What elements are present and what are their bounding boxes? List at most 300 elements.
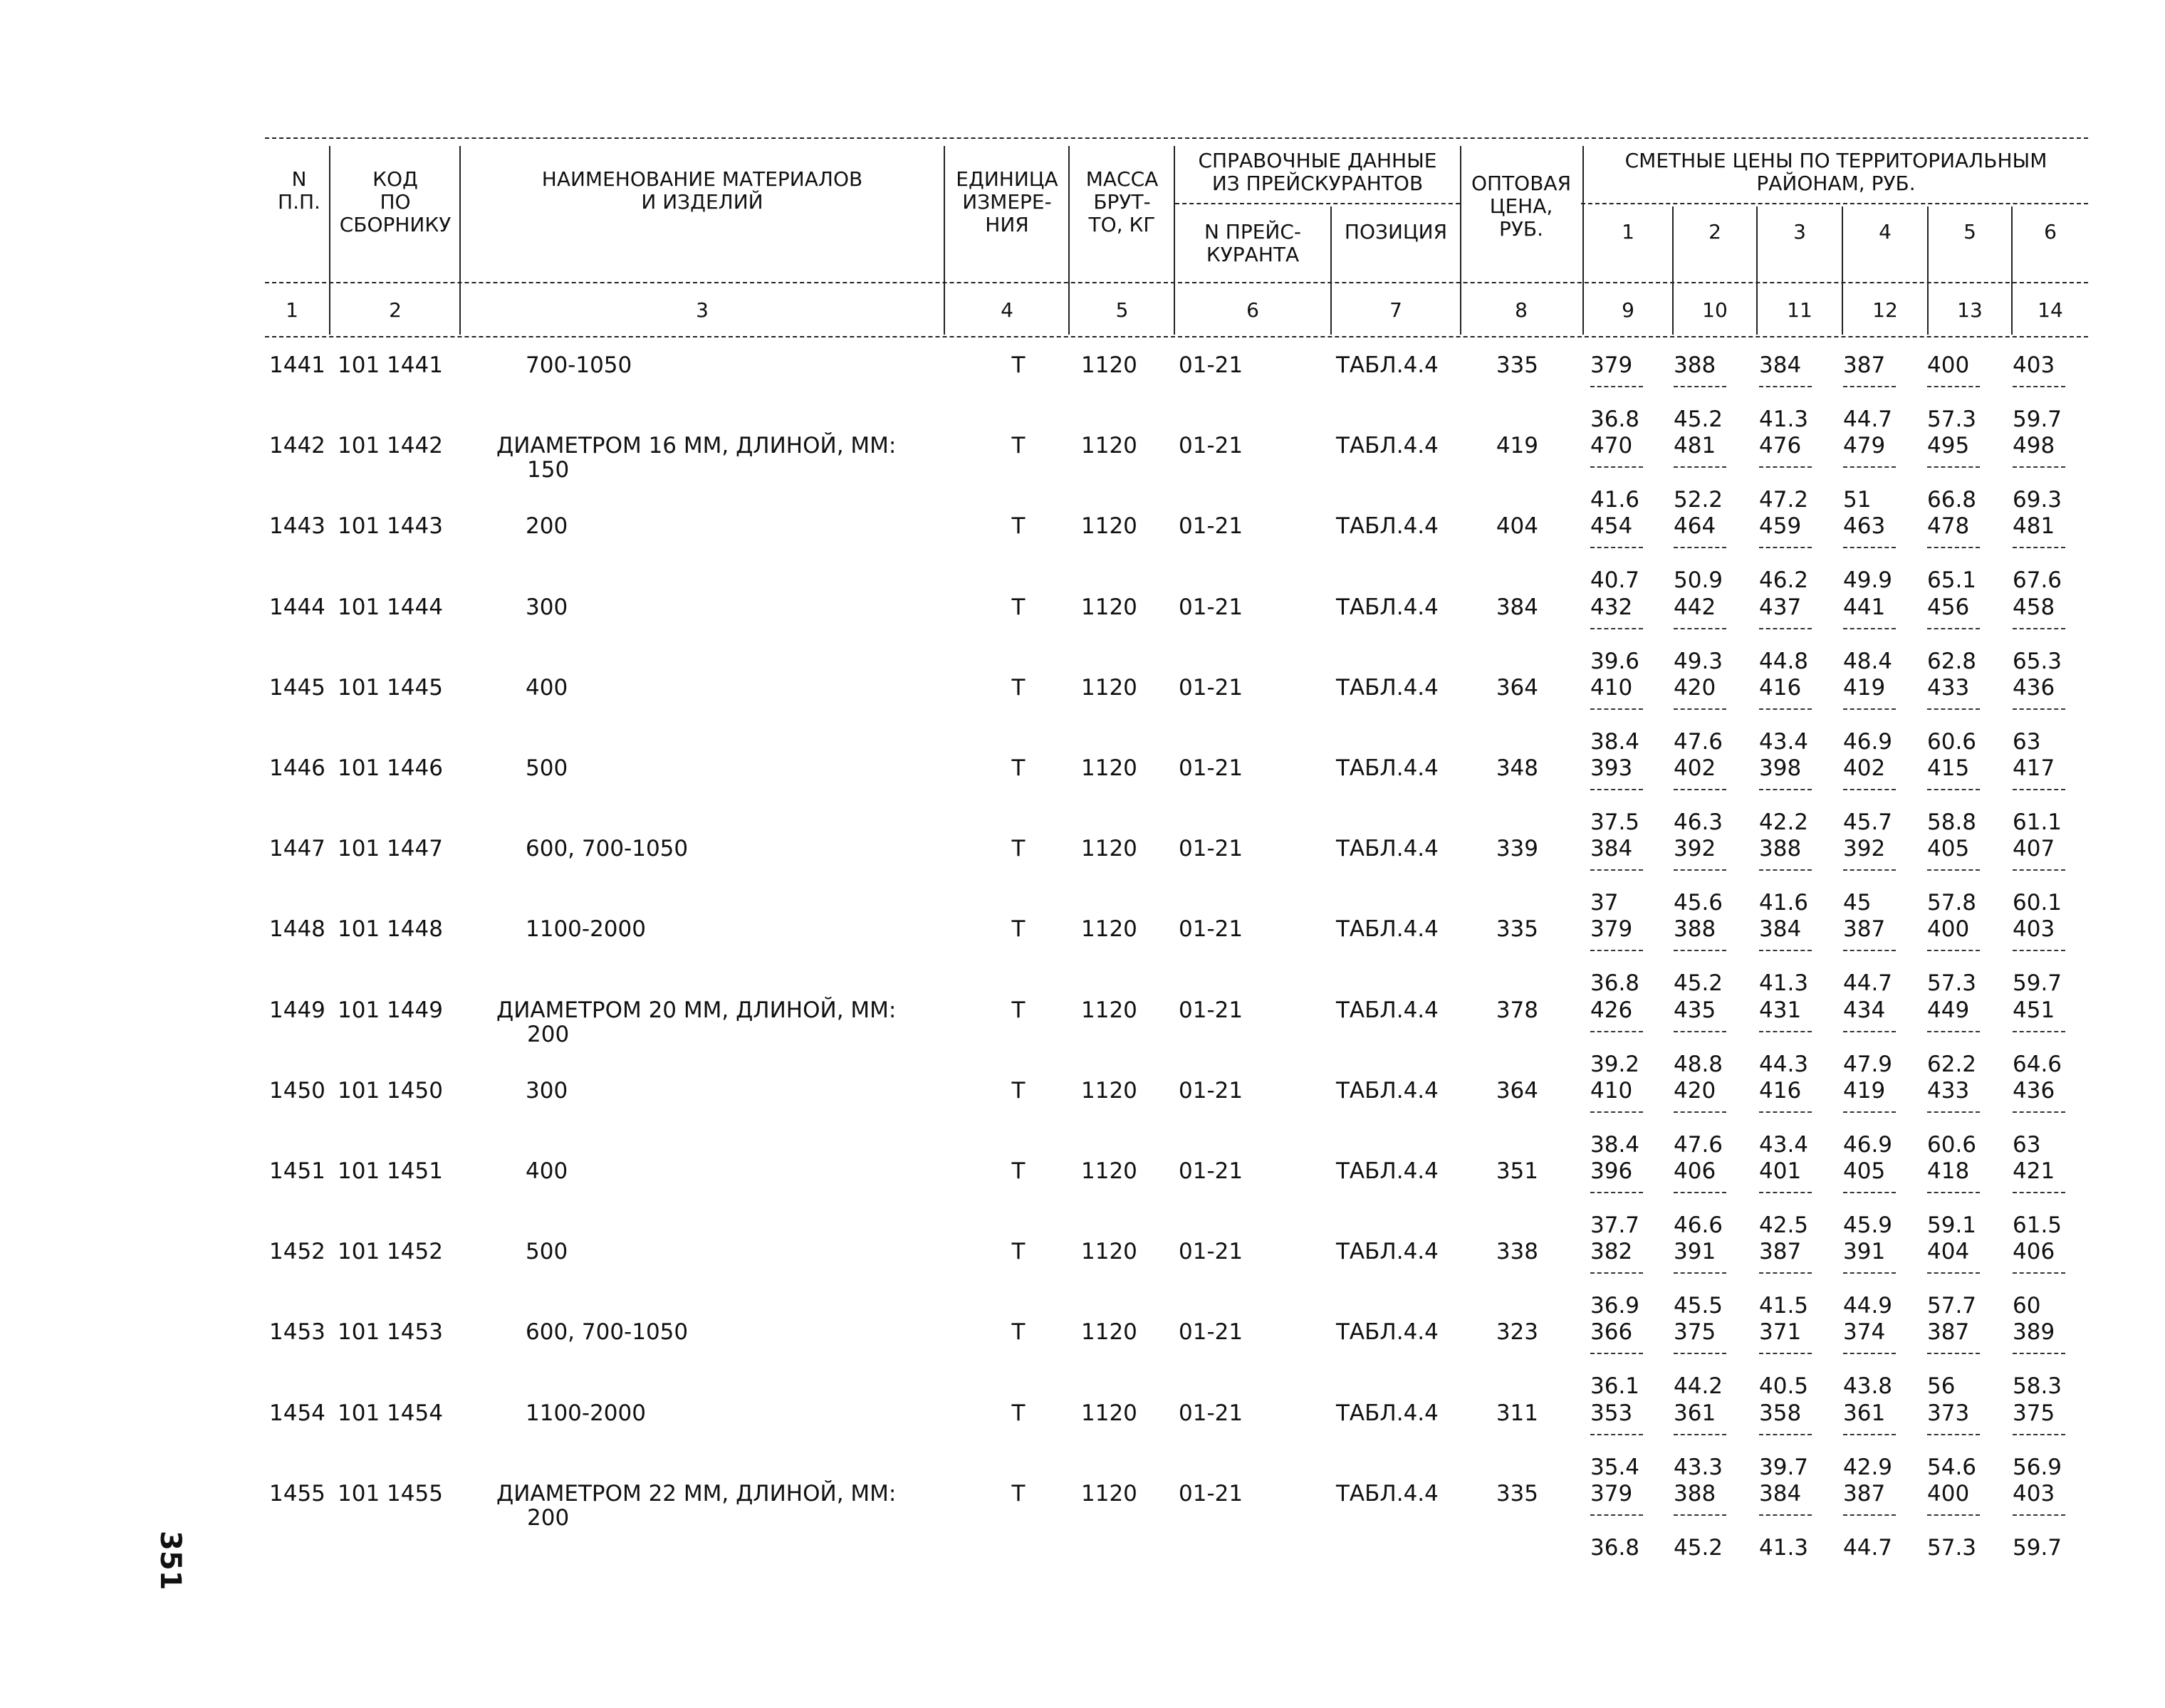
region-price: 388	[1674, 916, 1716, 942]
region-price-extra: 45.5	[1674, 1293, 1723, 1319]
region-price-extra: 44.7	[1843, 1535, 1893, 1561]
region-price: 403	[2013, 916, 2055, 942]
region-price: 433	[1927, 675, 1970, 701]
fraction-bar	[1590, 386, 1643, 387]
region-number: 1	[1622, 220, 1634, 243]
column-number: 3	[696, 298, 709, 322]
fraction-bar	[1843, 628, 1896, 629]
region-price-extra: 59.1	[1927, 1212, 1977, 1238]
row-price-list: 01-21	[1179, 1481, 1243, 1507]
region-price-extra: 44.7	[1843, 407, 1893, 432]
region-price-extra: 48.4	[1843, 649, 1893, 674]
row-code: 101 1442	[338, 433, 443, 459]
fraction-bar	[1927, 708, 1980, 710]
row-price-list: 01-21	[1179, 1319, 1243, 1345]
row-mass: 1120	[1081, 594, 1137, 620]
row-name: 1100-2000	[526, 916, 646, 942]
row-number: 1445	[269, 675, 325, 701]
fraction-bar	[1843, 1111, 1896, 1113]
region-price-extra: 52.2	[1674, 487, 1723, 513]
region-price-extra: 45	[1843, 890, 1872, 916]
region-price: 481	[1674, 433, 1716, 459]
region-price: 388	[1674, 352, 1716, 378]
row-code: 101 1448	[338, 916, 443, 942]
row-unit: Т	[1011, 836, 1026, 861]
region-price: 382	[1590, 1239, 1633, 1264]
row-name: 500	[526, 1239, 568, 1264]
region-price-extra: 40.5	[1759, 1373, 1809, 1399]
region-price: 416	[1759, 1078, 1802, 1104]
row-mass: 1120	[1081, 433, 1137, 459]
region-price-extra: 35.4	[1590, 1455, 1640, 1480]
region-price: 415	[1927, 755, 1970, 781]
row-name: 1100-2000	[526, 1400, 646, 1426]
region-price: 451	[2013, 997, 2055, 1023]
region-price: 405	[1927, 836, 1970, 861]
region-price-extra: 59.7	[2013, 407, 2062, 432]
header-name-line: НАИМЕНОВАНИЕ МАТЕРИАЛОВ	[541, 167, 863, 191]
row-wholesale-price: 351	[1496, 1158, 1538, 1184]
row-number: 1442	[269, 433, 325, 459]
header-wholesale-line: ОПТОВАЯ	[1471, 172, 1572, 195]
region-price-extra: 50.9	[1674, 567, 1723, 593]
row-name-sub: 200	[527, 1022, 570, 1047]
header-price-list-label	[1177, 221, 1329, 266]
region-price: 371	[1759, 1319, 1802, 1345]
region-price-extra: 60	[2013, 1293, 2041, 1319]
fraction-bar	[2013, 466, 2065, 468]
region-price-extra: 45.7	[1843, 810, 1893, 835]
row-mass: 1120	[1081, 916, 1137, 942]
row-number: 1448	[269, 916, 325, 942]
region-price-extra: 67.6	[2013, 567, 2062, 593]
region-price: 387	[1843, 1481, 1886, 1507]
region-price-extra: 59.7	[2013, 1535, 2062, 1561]
header-num-label	[271, 168, 328, 214]
header-mid-rule	[265, 282, 2088, 283]
row-code: 101 1450	[338, 1078, 443, 1104]
fraction-bar	[1759, 1111, 1812, 1113]
region-price: 391	[1674, 1239, 1716, 1264]
region-price: 437	[1759, 594, 1802, 620]
header-code-line: СБОРНИКУ	[339, 213, 452, 236]
row-wholesale-price: 378	[1496, 997, 1538, 1023]
region-price: 426	[1590, 997, 1633, 1023]
row-unit: Т	[1011, 352, 1026, 378]
row-code: 101 1451	[338, 1158, 443, 1184]
fraction-bar	[1927, 547, 1980, 548]
fraction-bar	[1843, 789, 1896, 790]
region-price-extra: 41.3	[1759, 407, 1809, 432]
region-price-extra: 44.9	[1843, 1293, 1893, 1319]
region-price: 392	[1674, 836, 1716, 861]
row-wholesale-price: 419	[1496, 433, 1538, 459]
region-price: 400	[1927, 1481, 1970, 1507]
row-price-list: 01-21	[1179, 916, 1243, 942]
row-code: 101 1449	[338, 997, 443, 1023]
fraction-bar	[1674, 386, 1726, 387]
row-number: 1455	[269, 1481, 325, 1507]
region-price-extra: 57.3	[1927, 407, 1977, 432]
row-position: ТАБЛ.4.4	[1336, 836, 1439, 861]
region-price: 495	[1927, 433, 1970, 459]
row-price-list: 01-21	[1179, 433, 1243, 459]
row-mass: 1120	[1081, 997, 1137, 1023]
header-unit-line: НИЯ	[985, 213, 1029, 236]
row-name: 400	[526, 1158, 568, 1184]
row-price-list: 01-21	[1179, 675, 1243, 701]
row-number: 1453	[269, 1319, 325, 1345]
region-price-extra: 47.9	[1843, 1052, 1893, 1077]
region-price-extra: 66.8	[1927, 487, 1977, 513]
region-price-extra: 60.6	[1927, 1132, 1977, 1158]
fraction-bar	[1843, 1434, 1896, 1435]
region-price: 391	[1843, 1239, 1886, 1264]
fraction-bar	[1590, 547, 1643, 548]
region-price-extra: 40.7	[1590, 567, 1640, 593]
fraction-bar	[1843, 950, 1896, 951]
column-number: 4	[1001, 298, 1013, 322]
header-divider	[1174, 146, 1175, 335]
row-unit: Т	[1011, 675, 1026, 701]
region-price-extra: 47.2	[1759, 487, 1809, 513]
header-mass-line: ТО, КГ	[1088, 213, 1156, 236]
header-code-line: ПО	[380, 190, 411, 214]
region-price: 441	[1843, 594, 1886, 620]
region-price-extra: 37.7	[1590, 1212, 1640, 1238]
row-code: 101 1441	[338, 352, 443, 378]
row-price-list: 01-21	[1179, 755, 1243, 781]
fraction-bar	[1759, 869, 1812, 871]
region-price-extra: 39.2	[1590, 1052, 1640, 1077]
region-price-extra: 47.6	[1674, 1132, 1723, 1158]
region-price-extra: 45.6	[1674, 890, 1723, 916]
region-price: 358	[1759, 1400, 1802, 1426]
region-price-extra: 42.5	[1759, 1212, 1809, 1238]
fraction-bar	[2013, 950, 2065, 951]
region-price: 406	[1674, 1158, 1716, 1184]
region-price: 433	[1927, 1078, 1970, 1104]
row-name-sub: 200	[527, 1505, 570, 1531]
header-bottom-rule	[265, 336, 2088, 337]
fraction-bar	[1674, 628, 1726, 629]
region-price-extra: 60.1	[2013, 890, 2062, 916]
header-price-list-line: N ПРЕЙС-	[1204, 220, 1302, 243]
row-mass: 1120	[1081, 513, 1137, 539]
region-price: 396	[1590, 1158, 1633, 1184]
fraction-bar	[1927, 628, 1980, 629]
region-price: 420	[1674, 1078, 1716, 1104]
region-price-extra: 61.1	[2013, 810, 2062, 835]
header-ref-group-label	[1177, 150, 1459, 195]
region-price-extra: 44.3	[1759, 1052, 1809, 1077]
region-price: 417	[2013, 755, 2055, 781]
column-number: 14	[2038, 298, 2063, 322]
region-price: 398	[1759, 755, 1802, 781]
row-position: ТАБЛ.4.4	[1336, 513, 1439, 539]
column-number: 6	[1246, 298, 1259, 322]
fraction-bar	[1843, 1031, 1896, 1032]
column-number: 13	[1957, 298, 1983, 322]
row-unit: Т	[1011, 1158, 1026, 1184]
region-price: 402	[1674, 755, 1716, 781]
region-price-extra: 44.8	[1759, 649, 1809, 674]
fraction-bar	[2013, 628, 2065, 629]
row-mass: 1120	[1081, 755, 1137, 781]
fraction-bar	[1759, 466, 1812, 468]
fraction-bar	[1927, 1434, 1980, 1435]
region-price: 366	[1590, 1319, 1633, 1345]
row-wholesale-price: 311	[1496, 1400, 1538, 1426]
row-position: ТАБЛ.4.4	[1336, 1400, 1439, 1426]
column-number: 7	[1389, 298, 1402, 322]
fraction-bar	[2013, 1353, 2065, 1354]
row-mass: 1120	[1081, 675, 1137, 701]
row-unit: Т	[1011, 594, 1026, 620]
row-wholesale-price: 364	[1496, 675, 1538, 701]
region-price: 379	[1590, 1481, 1633, 1507]
region-price-extra: 62.2	[1927, 1052, 1977, 1077]
region-price-extra: 51	[1843, 487, 1872, 513]
region-price: 458	[2013, 594, 2055, 620]
fraction-bar	[1927, 1031, 1980, 1032]
region-price-extra: 57.8	[1927, 890, 1977, 916]
fraction-bar	[2013, 1272, 2065, 1274]
region-price-extra: 36.8	[1590, 970, 1640, 996]
region-price-extra: 36.8	[1590, 407, 1640, 432]
region-price-extra: 61.5	[2013, 1212, 2062, 1238]
region-price-extra: 59.7	[2013, 970, 2062, 996]
region-price: 373	[1927, 1400, 1970, 1426]
header-wholesale-line: ЦЕНА,	[1489, 194, 1553, 218]
region-price: 388	[1759, 836, 1802, 861]
fraction-bar	[1590, 1031, 1643, 1032]
region-price-extra: 60.6	[1927, 729, 1977, 755]
region-price: 418	[1927, 1158, 1970, 1184]
header-position-label: ПОЗИЦИЯ	[1344, 220, 1448, 243]
row-position: ТАБЛ.4.4	[1336, 1319, 1439, 1345]
row-name: 300	[526, 594, 568, 620]
fraction-bar	[1674, 1434, 1726, 1435]
region-price: 400	[1927, 352, 1970, 378]
fraction-bar	[1590, 789, 1643, 790]
region-price-extra: 36.1	[1590, 1373, 1640, 1399]
fraction-bar	[1674, 466, 1726, 468]
header-regions-line: СМЕТНЫЕ ЦЕНЫ ПО ТЕРРИТОРИАЛЬНЫМ	[1624, 149, 2047, 172]
row-wholesale-price: 338	[1496, 1239, 1538, 1264]
fraction-bar	[1927, 466, 1980, 468]
column-number: 1	[286, 298, 298, 322]
header-unit-line: ЕДИНИЦА	[956, 167, 1058, 191]
row-position: ТАБЛ.4.4	[1336, 433, 1439, 459]
region-price-extra: 38.4	[1590, 729, 1640, 755]
row-name: ДИАМЕТРОМ 22 ММ, ДЛИНОЙ, ММ:	[496, 1481, 897, 1507]
fraction-bar	[1843, 1514, 1896, 1516]
row-position: ТАБЛ.4.4	[1336, 1481, 1439, 1507]
region-price: 431	[1759, 997, 1802, 1023]
region-number: 4	[1879, 220, 1892, 243]
region-price: 442	[1674, 594, 1716, 620]
page-number: 351	[154, 1531, 187, 1591]
region-price-extra: 36.8	[1590, 1535, 1640, 1561]
region-price-extra: 46.3	[1674, 810, 1723, 835]
row-position: ТАБЛ.4.4	[1336, 1158, 1439, 1184]
row-name: 200	[526, 513, 568, 539]
region-price: 389	[2013, 1319, 2055, 1345]
region-price: 387	[1927, 1319, 1970, 1345]
column-number: 9	[1622, 298, 1634, 322]
header-regions-group-label	[1584, 150, 2088, 195]
fraction-bar	[1843, 547, 1896, 548]
region-price: 403	[2013, 1481, 2055, 1507]
region-price-extra: 37.5	[1590, 810, 1640, 835]
row-unit: Т	[1011, 1400, 1026, 1426]
fraction-bar	[2013, 869, 2065, 871]
region-price: 387	[1843, 916, 1886, 942]
header-mass-line: БРУТ-	[1093, 190, 1151, 214]
row-number: 1443	[269, 513, 325, 539]
row-name: 500	[526, 755, 568, 781]
region-price-extra: 48.8	[1674, 1052, 1723, 1077]
header-mass-label	[1070, 168, 1174, 236]
fraction-bar	[1759, 547, 1812, 548]
region-price-extra: 63	[2013, 1132, 2041, 1158]
fraction-bar	[1590, 466, 1643, 468]
fraction-bar	[1927, 1192, 1980, 1193]
header-name-label	[463, 168, 941, 214]
fraction-bar	[1843, 1192, 1896, 1193]
region-price: 361	[1843, 1400, 1886, 1426]
row-number: 1446	[269, 755, 325, 781]
row-price-list: 01-21	[1179, 1400, 1243, 1426]
row-wholesale-price: 348	[1496, 755, 1538, 781]
region-number: 5	[1963, 220, 1976, 243]
row-wholesale-price: 339	[1496, 836, 1538, 861]
region-price-extra: 58.3	[2013, 1373, 2062, 1399]
region-price-extra: 46.2	[1759, 567, 1809, 593]
region-price: 404	[1927, 1239, 1970, 1264]
region-price-extra: 65.1	[1927, 567, 1977, 593]
row-position: ТАБЛ.4.4	[1336, 1078, 1439, 1104]
region-price-extra: 43.8	[1843, 1373, 1893, 1399]
region-price-extra: 41.6	[1759, 890, 1809, 916]
region-price-extra: 43.4	[1759, 1132, 1809, 1158]
row-code: 101 1455	[338, 1481, 443, 1507]
row-unit: Т	[1011, 513, 1026, 539]
region-price-extra: 41.3	[1759, 1535, 1809, 1561]
region-price: 384	[1590, 836, 1633, 861]
header-unit-label	[946, 168, 1068, 236]
row-position: ТАБЛ.4.4	[1336, 997, 1439, 1023]
header-unit-line: ИЗМЕРЕ-	[962, 190, 1052, 214]
region-price: 384	[1759, 916, 1802, 942]
region-price-extra: 49.3	[1674, 649, 1723, 674]
fraction-bar	[1590, 628, 1643, 629]
region-price: 464	[1674, 513, 1716, 539]
column-number: 10	[1702, 298, 1728, 322]
fraction-bar	[1759, 1192, 1812, 1193]
fraction-bar	[1927, 1353, 1980, 1354]
region-price: 400	[1927, 916, 1970, 942]
region-price: 454	[1590, 513, 1633, 539]
region-number: 6	[2044, 220, 2057, 243]
row-wholesale-price: 323	[1496, 1319, 1538, 1345]
row-unit: Т	[1011, 1319, 1026, 1345]
region-price: 410	[1590, 675, 1633, 701]
row-mass: 1120	[1081, 1400, 1137, 1426]
region-price: 436	[2013, 675, 2055, 701]
row-price-list: 01-21	[1179, 352, 1243, 378]
header-divider	[329, 146, 330, 335]
region-price: 402	[1843, 755, 1886, 781]
row-name: 700-1050	[526, 352, 632, 378]
row-position: ТАБЛ.4.4	[1336, 1239, 1439, 1264]
region-price: 435	[1674, 997, 1716, 1023]
row-wholesale-price: 364	[1496, 1078, 1538, 1104]
fraction-bar	[2013, 789, 2065, 790]
fraction-bar	[1674, 1272, 1726, 1274]
region-price: 436	[2013, 1078, 2055, 1104]
region-price-extra: 42.2	[1759, 810, 1809, 835]
region-price-extra: 36.9	[1590, 1293, 1640, 1319]
region-price: 353	[1590, 1400, 1633, 1426]
header-regions-line: РАЙОНАМ, РУБ.	[1756, 172, 1916, 195]
region-price-extra: 42.9	[1843, 1455, 1893, 1480]
region-price-extra: 63	[2013, 729, 2041, 755]
row-code: 101 1443	[338, 513, 443, 539]
row-number: 1449	[269, 997, 325, 1023]
region-price: 481	[2013, 513, 2055, 539]
fraction-bar	[1674, 1514, 1726, 1516]
region-price-extra: 43.4	[1759, 729, 1809, 755]
fraction-bar	[1927, 1272, 1980, 1274]
region-price-extra: 47.6	[1674, 729, 1723, 755]
region-price: 361	[1674, 1400, 1716, 1426]
region-price: 449	[1927, 997, 1970, 1023]
fraction-bar	[1759, 1353, 1812, 1354]
region-price-extra: 45.2	[1674, 970, 1723, 996]
row-unit: Т	[1011, 1078, 1026, 1104]
header-divider	[1068, 146, 1070, 335]
region-price: 407	[2013, 836, 2055, 861]
region-number: 3	[1793, 220, 1806, 243]
region-price-extra: 46.9	[1843, 729, 1893, 755]
region-price: 379	[1590, 916, 1633, 942]
row-name: 400	[526, 675, 568, 701]
region-price-extra: 44.2	[1674, 1373, 1723, 1399]
row-code: 101 1453	[338, 1319, 443, 1345]
region-price: 384	[1759, 352, 1802, 378]
fraction-bar	[1759, 1434, 1812, 1435]
region-price-extra: 49.9	[1843, 567, 1893, 593]
fraction-bar	[1843, 1353, 1896, 1354]
row-number: 1450	[269, 1078, 325, 1104]
row-position: ТАБЛ.4.4	[1336, 675, 1439, 701]
fraction-bar	[1590, 950, 1643, 951]
region-price-extra: 57.7	[1927, 1293, 1977, 1319]
fraction-bar	[1927, 869, 1980, 871]
row-unit: Т	[1011, 755, 1026, 781]
fraction-bar	[1843, 386, 1896, 387]
fraction-bar	[1759, 1272, 1812, 1274]
header-price-list-line: КУРАНТА	[1206, 243, 1300, 266]
fraction-bar	[1759, 386, 1812, 387]
region-price-extra: 56.9	[2013, 1455, 2062, 1480]
fraction-bar	[1590, 708, 1643, 710]
region-price-extra: 65.3	[2013, 649, 2062, 674]
region-price-extra: 46.6	[1674, 1212, 1723, 1238]
row-mass: 1120	[1081, 1158, 1137, 1184]
